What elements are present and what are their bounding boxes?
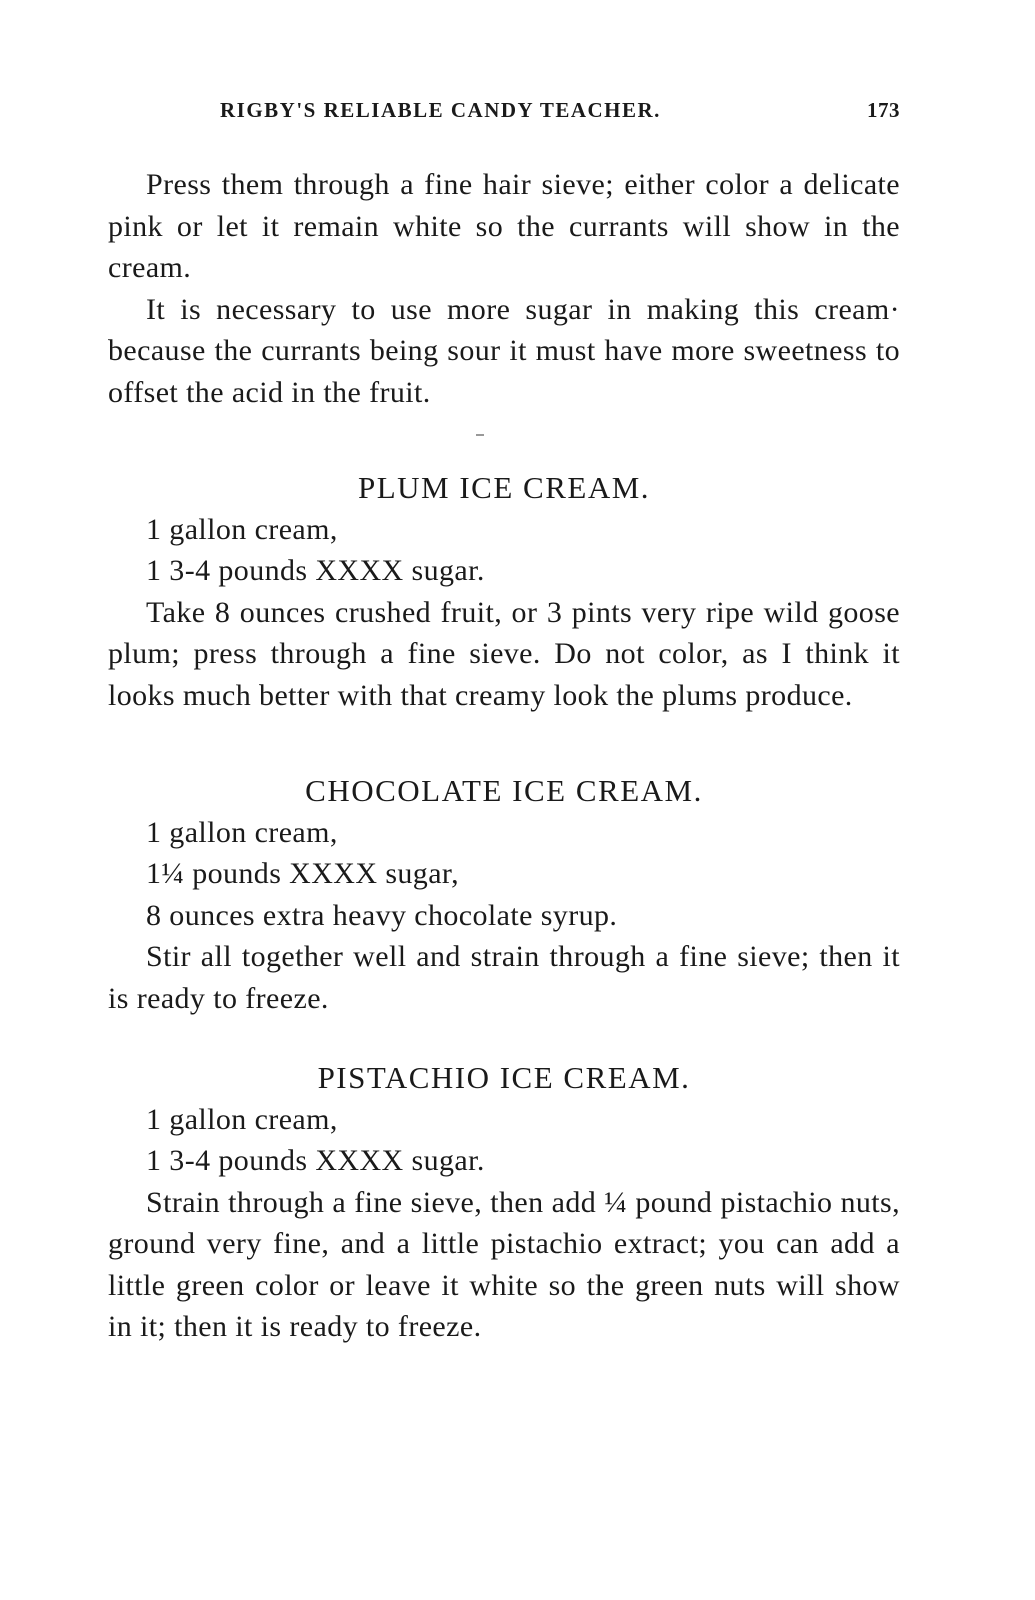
body-text (108, 164, 900, 1348)
pistachio-ice-cream-heading: PISTACHIO ICE CREAM. (317, 1060, 691, 1095)
chocolate-ingredient-3: 8 ounces extra heavy chocolate syrup. (146, 898, 618, 932)
intro-paragraph-2: It is necessary to use more sugar in making this cream· because the currants being sour it must have more sweetness to offset the acid in the fruit. (108, 292, 900, 409)
plum-ingredient-2: 1 3-4 pounds XXXX sugar. (146, 554, 485, 587)
running-head (220, 98, 900, 134)
plum-ingredient-1: 1 gallon cream, (146, 512, 338, 546)
running-title: RIGBY'S RELIABLE CANDY TEACHER. (220, 98, 661, 122)
chocolate-ingredient-2: 1¼ pounds XXXX sugar, (146, 857, 460, 890)
intro-paragraph-1: Press them through a fine hair sieve; either color a delicate pink or let it remain white so the currants will show in the cream. (108, 168, 900, 284)
chocolate-instructions: Stir all together well and strain through a fine sieve; then it is ready to freeze. (108, 940, 900, 1015)
chocolate-ingredient-1: 1 gallon cream, (146, 815, 338, 849)
pistachio-ingredient-1: 1 gallon cream, (146, 1102, 338, 1136)
chocolate-ice-cream-heading: CHOCOLATE ICE CREAM. (305, 773, 703, 808)
plum-instructions: Take 8 ounces crushed fruit, or 3 pints very ripe wild goose plum; press through a fine sieve. Do not color, as I think it looks much better with that creamy look the plums produce. (108, 595, 900, 712)
pistachio-instructions: Strain through a fine sieve, then add ¼ pound pistachio nuts, ground very fine, and a little pistachio extract; you can add a little green color or leave it white so the green nuts will show in it; then it is ready to freeze. (108, 1185, 900, 1343)
page-number: 173 (867, 98, 900, 122)
pistachio-ingredient-2: 1 3-4 pounds XXXX sugar. (146, 1144, 485, 1177)
plum-ice-cream-heading: PLUM ICE CREAM. (357, 470, 651, 505)
